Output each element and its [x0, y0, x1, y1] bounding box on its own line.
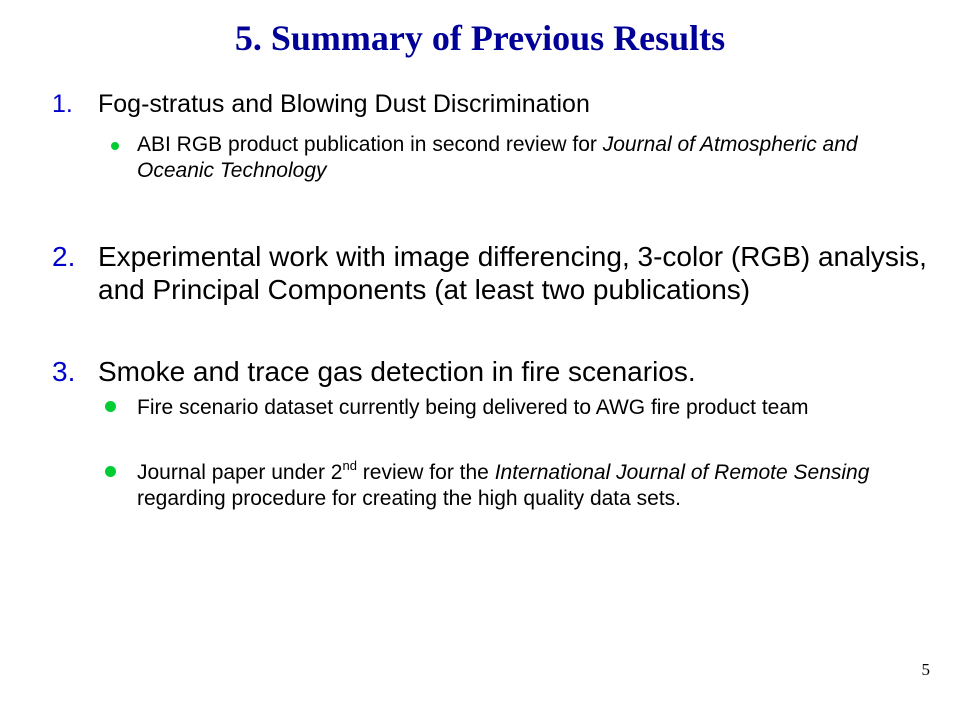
list-item-3-text: Smoke and trace gas detection in fire scenarios.: [98, 356, 696, 387]
sub-bullet-3-2-journal: International Journal of Remote Sensing: [494, 461, 870, 484]
sub-bullet-1-1-text: [137, 132, 927, 184]
sub-bullet-3-2-text: [137, 460, 927, 512]
bullet-dot-icon: [105, 466, 116, 477]
list-number-1: 1.: [52, 90, 73, 118]
page-number: 5: [921, 660, 930, 679]
bullet-dot-icon: [111, 142, 119, 150]
sub-bullet-1-1-journal: Journal of Atmospheric and Oceanic Technology: [137, 133, 858, 182]
list-item-1-text: Fog-stratus and Blowing Dust Discrimination: [98, 90, 590, 118]
sub-bullet-3-2-part-c: regarding procedure for creating the high quality data sets.: [137, 487, 682, 510]
sub-bullet-1-1-plain: ABI RGB product publication in second review for: [137, 133, 603, 156]
sub-bullet-3-2-part-a: Journal paper under 2: [137, 461, 343, 484]
slide-title: 5. Summary of Previous Results: [234, 18, 726, 58]
list-number-3: 3.: [52, 356, 76, 387]
list-number-2: 2.: [52, 241, 76, 272]
sub-bullet-3-2-part-b: review for the: [356, 461, 495, 484]
bullet-dot-icon: [105, 401, 116, 412]
ordinal-superscript: nd: [342, 458, 357, 473]
list-item-2-text: Experimental work with image differencing, 3-color (RGB) analysis, and Principal Components (at least two publications): [98, 241, 927, 305]
sub-bullet-3-1-text: Fire scenario dataset currently being delivered to AWG fire product team: [137, 396, 809, 419]
